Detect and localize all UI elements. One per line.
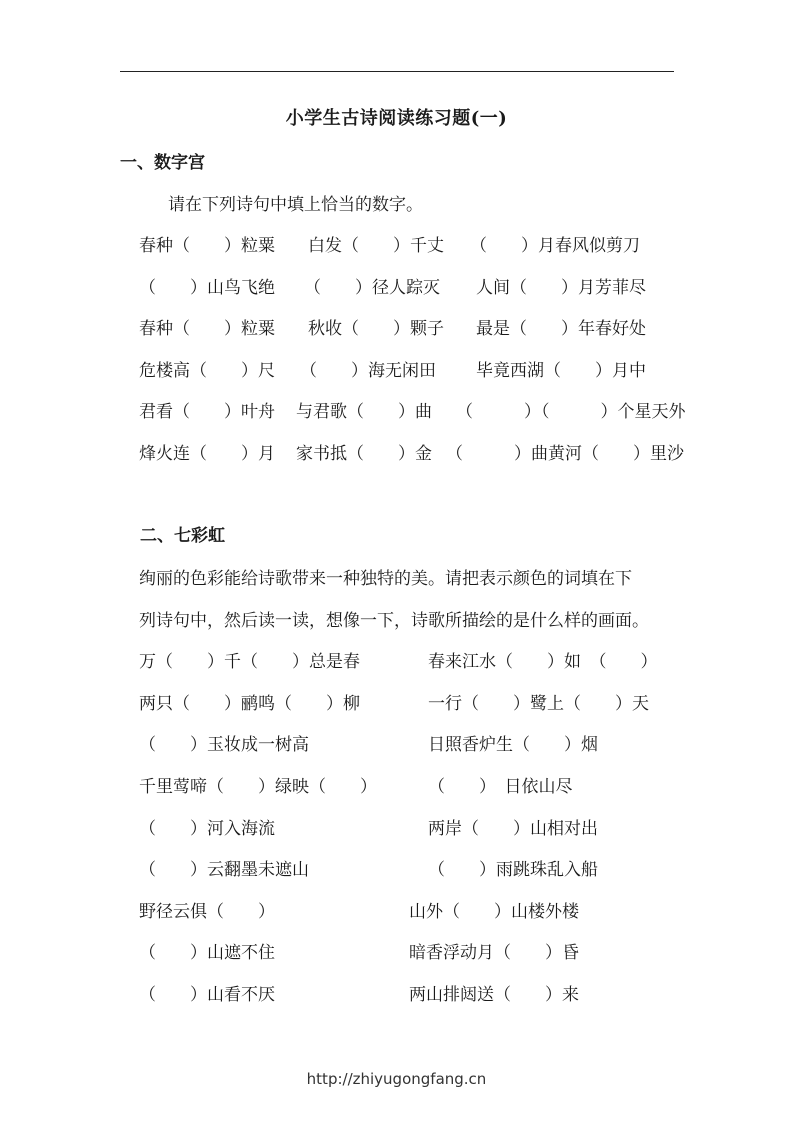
s1-r0-c1: 白发（ ）千丈 bbox=[308, 236, 444, 256]
s1-r1-c2: 人间（ ）月芳菲尽 bbox=[476, 278, 646, 298]
s1-r0-c2: （ ）月春风似剪刀 bbox=[470, 236, 640, 256]
s1-r5-c2: （ ）曲黄河（ ）里沙 bbox=[446, 444, 684, 464]
s2-r1-c0: 两只（ ）鹂鸣（ ）柳 bbox=[139, 694, 360, 714]
header-rule bbox=[120, 71, 674, 72]
s2-r3-c0: 千里莺啼（ ）绿映（ ） bbox=[139, 777, 377, 797]
s1-r1-c0: （ ）山鸟飞绝 bbox=[139, 278, 275, 298]
s2-r5-c0: （ ）云翻墨未遮山 bbox=[139, 860, 309, 880]
s1-r1-c1: （ ）径人踪灭 bbox=[304, 278, 440, 298]
s2-r5-c1: （ ）雨跳珠乱入船 bbox=[428, 860, 598, 880]
s2-r7-c0: （ ）山遮不住 bbox=[139, 943, 275, 963]
s2-r3-c1: （ ） 日依山尽 bbox=[428, 777, 573, 797]
s1-r4-c2: （ ）（ ）个星天外 bbox=[456, 402, 686, 422]
s2-r2-c1: 日照香炉生（ ）烟 bbox=[428, 735, 598, 755]
footer-url: http://zhiyugongfang.cn bbox=[306, 1070, 487, 1088]
s1-r0-c0: 春种（ ）粒粟 bbox=[139, 236, 275, 256]
s1-r2-c1: 秋收（ ）颗子 bbox=[308, 319, 444, 339]
s2-r2-c0: （ ）玉妆成一树高 bbox=[139, 735, 309, 755]
s2-r1-c1: 一行（ ）鹭上（ ）天 bbox=[428, 694, 649, 714]
s2-r8-c0: （ ）山看不厌 bbox=[139, 985, 275, 1005]
section1-heading: 一、数字宫 bbox=[120, 153, 205, 173]
s2-r6-c0: 野径云俱（ ） bbox=[139, 902, 275, 922]
s1-r5-c0: 烽火连（ ）月 bbox=[139, 444, 275, 464]
page-title: 小学生古诗阅读练习题(一) bbox=[285, 108, 508, 129]
s2-r8-c1: 两山排闼送（ ）来 bbox=[409, 985, 579, 1005]
section2-intro-line1: 绚丽的色彩能给诗歌带来一种独特的美。请把表示颜色的词填在下 bbox=[139, 569, 632, 589]
s2-r4-c1: 两岸（ ）山相对出 bbox=[428, 819, 598, 839]
section2-intro-line2: 列诗句中，然后读一读，想像一下，诗歌所描绘的是什么样的画面。 bbox=[139, 611, 649, 631]
s1-r2-c0: 春种（ ）粒粟 bbox=[139, 319, 275, 339]
s2-r6-c1: 山外（ ）山楼外楼 bbox=[409, 902, 579, 922]
s2-r7-c1: 暗香浮动月（ ）昏 bbox=[409, 943, 579, 963]
s2-r0-c0: 万（ ）千（ ）总是春 bbox=[139, 652, 360, 672]
s1-r4-c1: 与君歌（ ）曲 bbox=[296, 402, 432, 422]
s1-r3-c1: （ ）海无闲田 bbox=[300, 361, 436, 381]
s1-r3-c0: 危楼高（ ）尺 bbox=[139, 361, 275, 381]
s2-r4-c0: （ ）河入海流 bbox=[139, 819, 275, 839]
s1-r5-c1: 家书抵（ ）金 bbox=[296, 444, 432, 464]
s1-r3-c2: 毕竟西湖（ ）月中 bbox=[476, 361, 646, 381]
section2-heading: 二、七彩虹 bbox=[140, 526, 225, 546]
s2-r0-c1: 春来江水（ ）如 （ ） bbox=[428, 652, 658, 672]
section1-instruction: 请在下列诗句中填上恰当的数字。 bbox=[168, 195, 423, 215]
s1-r2-c2: 最是（ ）年春好处 bbox=[476, 319, 646, 339]
s1-r4-c0: 君看（ ）叶舟 bbox=[139, 402, 275, 422]
